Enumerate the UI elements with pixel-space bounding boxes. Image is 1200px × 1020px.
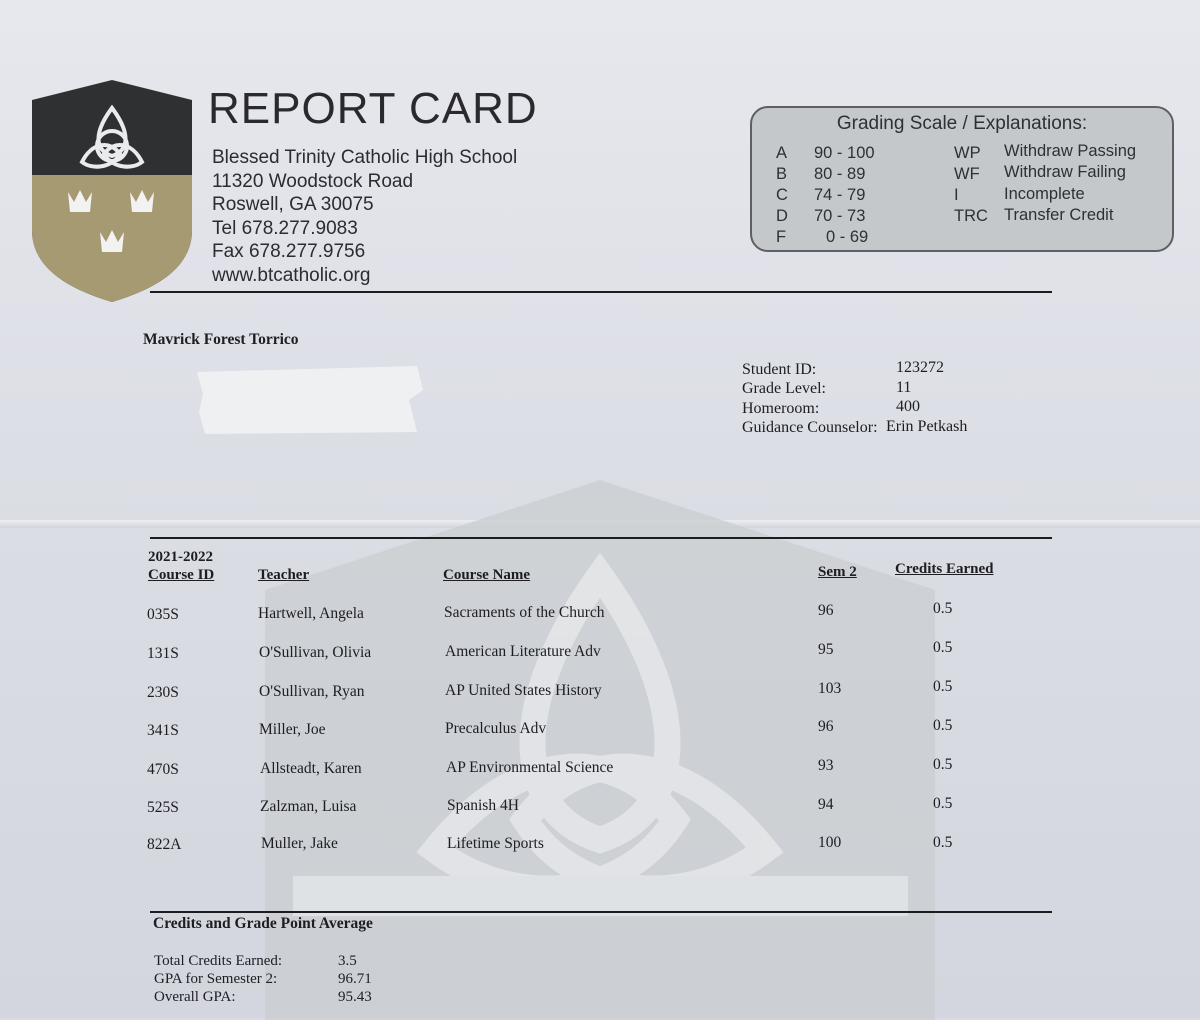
school-name: Blessed Trinity Catholic High School bbox=[212, 147, 518, 168]
course-sem2: 100 bbox=[818, 834, 842, 851]
course-teacher: Zalzman, Luisa bbox=[260, 798, 357, 815]
course-credits: 0.5 bbox=[933, 756, 953, 773]
grade-range: 90 - 100 bbox=[814, 144, 875, 162]
grade-letter: C bbox=[776, 186, 788, 204]
course-credits: 0.5 bbox=[933, 639, 953, 656]
col-sem2: Sem 2 bbox=[818, 564, 857, 580]
course-name: Sacraments of the Church bbox=[444, 604, 605, 621]
redacted-area bbox=[293, 876, 908, 916]
course-credits: 0.5 bbox=[933, 600, 953, 617]
courses-divider bbox=[150, 537, 1052, 539]
website: www.btcatholic.org bbox=[212, 264, 371, 286]
grade-code-meaning: Incomplete bbox=[1004, 185, 1085, 203]
total-credits-label: Total Credits Earned: bbox=[154, 953, 283, 969]
grade-code-meaning: Withdraw Failing bbox=[1004, 163, 1126, 181]
course-id: 035S bbox=[147, 606, 179, 623]
grade-code: TRC bbox=[954, 207, 988, 225]
grade-range: 74 - 79 bbox=[814, 186, 866, 204]
course-name: AP United States History bbox=[445, 682, 602, 699]
total-credits-value: 3.5 bbox=[338, 953, 357, 969]
gpa-sem2-label: GPA for Semester 2: bbox=[154, 971, 278, 987]
course-id: 230S bbox=[147, 684, 179, 701]
course-name: Lifetime Sports bbox=[447, 835, 544, 852]
col-credits: Credits Earned bbox=[895, 561, 994, 577]
fax: Fax 678.277.9756 bbox=[212, 241, 366, 262]
col-course-name: Course Name bbox=[443, 567, 531, 583]
overall-gpa-value: 95.43 bbox=[338, 989, 372, 1005]
grade-code: WP bbox=[954, 144, 981, 162]
course-teacher: Muller, Jake bbox=[261, 835, 338, 852]
course-teacher: Miller, Joe bbox=[259, 721, 326, 738]
grade-code-meaning: Transfer Credit bbox=[1004, 206, 1114, 224]
course-sem2: 103 bbox=[818, 680, 842, 697]
grading-scale-box bbox=[750, 106, 1174, 252]
counselor-value: Erin Petkash bbox=[886, 418, 968, 435]
summary-divider bbox=[150, 911, 1052, 913]
grade-letter: F bbox=[776, 228, 787, 246]
grade-range: 80 - 89 bbox=[814, 165, 866, 183]
page-title: REPORT CARD bbox=[208, 84, 538, 133]
city-state-zip: Roswell, GA 30075 bbox=[212, 194, 374, 215]
homeroom-label: Homeroom: bbox=[742, 400, 820, 417]
grade-level-label: Grade Level: bbox=[742, 380, 826, 397]
student-id-label: Student ID: bbox=[742, 361, 817, 378]
grade-code-meaning: Withdraw Passing bbox=[1004, 142, 1137, 160]
course-name: American Literature Adv bbox=[445, 643, 601, 660]
col-course-id: Course ID bbox=[148, 567, 215, 583]
course-name: Spanish 4H bbox=[447, 797, 519, 814]
student-id-value: 123272 bbox=[896, 359, 944, 376]
grade-letter: B bbox=[776, 165, 788, 183]
grading-scale-title: Grading Scale / Explanations: bbox=[836, 113, 1088, 134]
watermark-shield-icon bbox=[255, 480, 945, 1020]
course-sem2: 96 bbox=[818, 602, 834, 619]
overall-gpa-label: Overall GPA: bbox=[154, 989, 236, 1005]
counselor-label: Guidance Counselor: bbox=[742, 419, 878, 436]
course-teacher: O'Sullivan, Ryan bbox=[259, 683, 365, 700]
course-name: Precalculus Adv bbox=[445, 720, 547, 737]
street-address: 11320 Woodstock Road bbox=[212, 170, 414, 192]
grade-code: I bbox=[954, 186, 959, 204]
course-sem2: 94 bbox=[818, 796, 834, 813]
course-id: 822A bbox=[147, 836, 182, 853]
grade-range: 70 - 73 bbox=[814, 207, 866, 225]
school-crest-icon bbox=[32, 80, 192, 302]
col-teacher: Teacher bbox=[258, 567, 310, 583]
course-teacher: Hartwell, Angela bbox=[258, 605, 364, 622]
course-id: 131S bbox=[147, 645, 179, 662]
gpa-sem2-value: 96.71 bbox=[338, 971, 372, 987]
course-sem2: 95 bbox=[818, 641, 834, 658]
course-credits: 0.5 bbox=[933, 717, 953, 734]
grade-level-value: 11 bbox=[896, 379, 912, 396]
grade-letter: D bbox=[776, 207, 788, 225]
course-id: 525S bbox=[147, 799, 179, 816]
redaction-tape bbox=[195, 364, 425, 434]
course-teacher: Allsteadt, Karen bbox=[260, 760, 362, 777]
course-credits: 0.5 bbox=[933, 795, 953, 812]
school-address bbox=[212, 146, 517, 287]
summary-title: Credits and Grade Point Average bbox=[153, 915, 373, 932]
course-sem2: 96 bbox=[818, 718, 834, 735]
student-name: Mavrick Forest Torrico bbox=[143, 331, 299, 348]
school-year: 2021-2022 bbox=[148, 549, 213, 565]
header-divider bbox=[150, 291, 1052, 293]
course-id: 470S bbox=[147, 761, 179, 778]
telephone: Tel 678.277.9083 bbox=[212, 217, 358, 239]
grade-letter: A bbox=[776, 144, 788, 162]
grade-range: 0 - 69 bbox=[826, 228, 869, 246]
grade-code: WF bbox=[954, 165, 980, 183]
course-teacher: O'Sullivan, Olivia bbox=[259, 644, 372, 661]
course-name: AP Environmental Science bbox=[446, 759, 614, 776]
homeroom-value: 400 bbox=[896, 398, 920, 415]
course-id: 341S bbox=[147, 722, 179, 739]
course-sem2: 93 bbox=[818, 757, 834, 774]
course-credits: 0.5 bbox=[933, 834, 953, 851]
course-credits: 0.5 bbox=[933, 678, 953, 695]
